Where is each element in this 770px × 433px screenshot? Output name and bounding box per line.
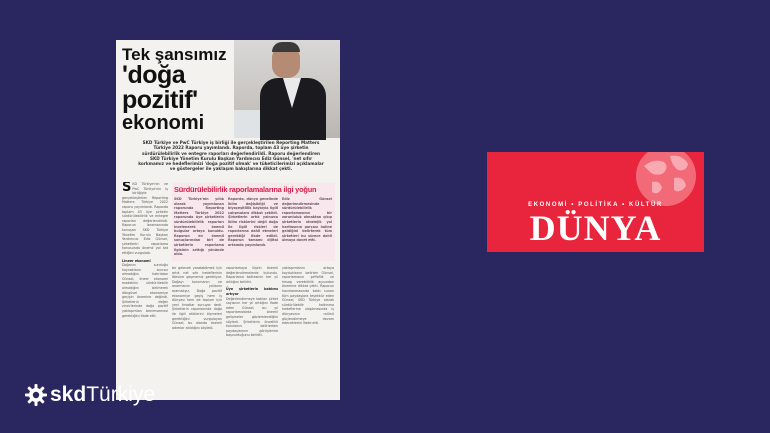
headline-line-1: Tek şansımız: [122, 45, 227, 64]
newspaper-clipping: [116, 40, 340, 400]
article-column-2: bir gelecek yaratabilmek için artık net sıfır hedeflerinin ötesine geçmemiz gerekiyor. Doğayı korumanın ve onarmanın yollarını aramalıyız. Doğa pozitif ekonomiye geçiş hem iş dünyası hem de toplum için yeni fırsatlar sunuyor dedi. Şirketlerin raporlarında doğa ile ilgili etkilerini ölçmeleri gerektiğini vurgulayan Günsel, bu alanda önemli adımlar atıldığını söyledi.: [172, 266, 222, 330]
article-intro: SKD Türkiye ve PwC Türkiye iş birliği ile gerçekleştirilen Reporting Matters Türkiye 2022 Raporu yayımlandı. Raporda, toplam 43 üye şirketin sürdürülebilirlik ve entegre raporları değerlendirildi. Raporu değerlendiren SKD Türkiye Yönetim Kurulu Başkan Yardımcısı Ediz Günsel, 'net sıfır korkmamız ve hedeflerimizi 'doğa pozitif olmak' ve tüketicilerimizi açıklamalar ve göstergeler ile yaklaşım bakışlarına dikkat çekti.: [138, 140, 324, 172]
skd-turkiye-logo: [24, 382, 155, 408]
brand-name-bold: skd: [50, 383, 87, 406]
speaker-photo: [234, 40, 340, 138]
column-3-text: raporlamaya ilişkin önemli değerlendirmelerde bulundu. Raporlama kalitesinin her yıl arttığını belirtti.: [226, 266, 278, 284]
highlight-box-text-1: SKD Türkiye'nin yıllık olarak yayımlanan raporunda Reporting Matters Türkiye 2022 raporunda üye şirketlerin sürdürülebilirlik raporları incelenerek önemli bulgular ortaya konuldu. Raporun en önemli sonuçlarından biri de şirketlerin raporlama ilgisinin arttığı yönünde oldu.: [174, 197, 224, 257]
highlight-box: [172, 183, 335, 261]
article-column-4: yaklaşımlarını ortaya koyduklarını belirten Günsel, raporlamanın şeffaflık ve hesap verebilirlik açısından önemine dikkat çekti. Raporun hazırlanmasında katkı sunan tüm paydaşlara teşekkür eden Günsel, SKD Türkiye olarak sürdürülebilir kalkınma hedeflerine ulaşılmasında iş dünyasının rolünü güçlendirmeye devam edeceklerini ifade etti.: [282, 266, 334, 326]
brand-name-rest: Türkiye: [86, 383, 156, 406]
logo-tagline: EKONOMİ • POLİTİKA • KÜLTÜR: [528, 202, 663, 208]
column-3-subhead: Üye şirketlerin katılımı artıyor: [226, 287, 278, 296]
article-column-1: [122, 182, 168, 392]
globe-icon: [630, 152, 700, 206]
column-1-subhead: Lineer ekonomi: [122, 258, 151, 263]
article-headline: [122, 46, 247, 133]
dunya-newspaper-logo: [487, 152, 704, 252]
brand-name: [50, 383, 155, 407]
drop-cap: S: [122, 182, 132, 195]
headline-line-3: ekonomi: [122, 112, 205, 134]
highlight-box-title: Sürdürülebilirlik raporlamalarına ilgi yoğun: [174, 185, 317, 194]
highlight-box-text-3: Ediz Günsel değerlendirmesinde sürdürülebilirlik raporlamasının bir zorunluluk olmaktan çıkıp şirketlerin stratejik yol haritasının parçası haline geldiğini belirterek tüm şirketleri bu sürece dahil olmaya davet etti.: [282, 197, 332, 243]
column-1-text-2: Doğanın sunduğu kaynakların sınırsız olmadığını hatırlatan Günsel, lineer ekonomi modelinin sürdürülebilir olmadığını belirterek döngüsel ekonomiye geçişin önemine değindi. Şirketlerin değer zincirlerinde doğa pozitif yaklaşımları benimsemesi gerektiğini ifade etti.: [122, 263, 168, 318]
article-column-3: [226, 266, 278, 392]
column-3-text-2: Değerlendirmeye katılan şirket sayısının her yıl arttığını ifade eden Günsel, bu yıl raporlamalarda önemli gelişmeler gözlemlendiğini söyledi. Şirketlerin öncelikli konularını belirlerken paydaşlarının görüşlerine başvurduğunu belirtti.: [226, 296, 278, 338]
highlight-box-text-2: Raporda, dünya genelinde iklim değişikliği ve biyoçeşitlilik kaybıyla ilgili çalışmalara dikkat çekildi. Şirketlerin artık yalnızca iklim risklerini değil doğa ile ilgili riskleri de raporlarına dahil etmeleri gerektiği ifade edildi. Raporun tamamı dijital ortamda yayımlandı.: [228, 197, 278, 247]
column-1-text: KD Türkiye'nin ve PwC Türkiye'nin iş birliğiyle gerçekleştirilen Reporting Matters Türkiye 2022 raporu yayımlandı. Raporda toplam 43 üye şirketin sürdürülebilirlik ve entegre raporları değerlendirildi. Raporun lansmanında konuşan SKD Türkiye Yönetim Kurulu Başkan Yardımcısı Ediz Günsel, şirketlerin raporlama konusunda önemli yol kat ettiğini vurguladı.: [122, 182, 168, 255]
headline-line-2: 'doğa pozitif': [122, 61, 198, 114]
gear-icon: [24, 383, 48, 407]
logo-title: DÜNYA: [529, 208, 662, 248]
